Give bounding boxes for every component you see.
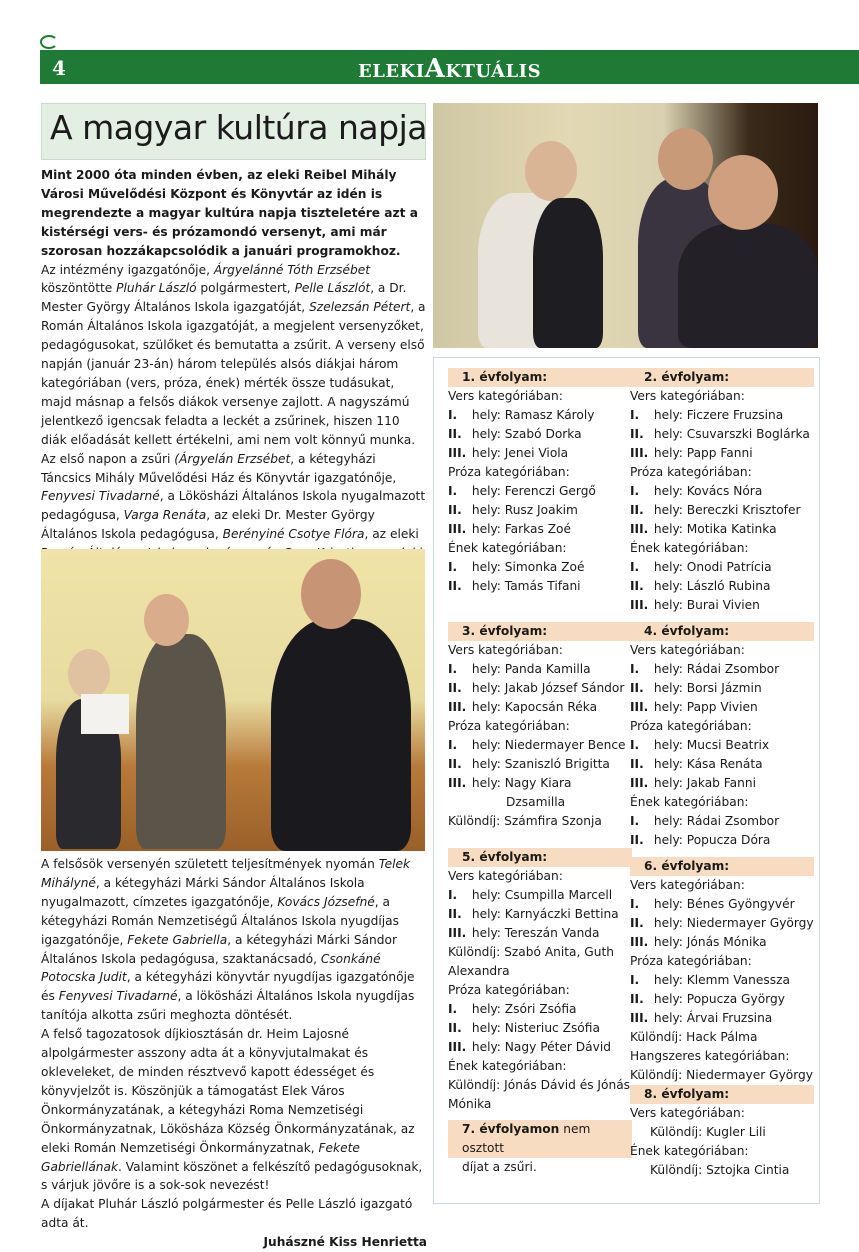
result-line <box>448 1000 638 1019</box>
grade-block <box>630 857 815 1085</box>
results-column-right <box>630 368 815 1180</box>
result-line <box>630 990 815 1009</box>
place-rank: I. <box>448 662 458 676</box>
text-run: köszöntötte <box>41 281 117 296</box>
result-line: Vers kategóriában: <box>630 1106 745 1120</box>
result-line: Dzsamilla <box>506 795 566 809</box>
text-run: , a kétegyházi Márki Sándor Általános Iskola pedagógusa, szaktanácsadó, <box>41 932 397 966</box>
result-line: Vers kategóriában: <box>630 878 745 892</box>
result-line: Vers kategóriában: <box>630 643 745 657</box>
place-rank: III. <box>630 700 649 714</box>
result-line <box>448 660 638 679</box>
result-line: Különdíj: Szabó Anita, Guth <box>448 945 614 959</box>
place-winner: hely: Simonka Zoé <box>468 560 585 574</box>
photo-figure <box>136 634 226 849</box>
grade-block <box>448 848 638 1114</box>
note-text-line2: díjat a zsűri. <box>462 1160 537 1174</box>
prize-giving-photo <box>41 549 425 851</box>
result-line: Ének kategóriában: <box>448 541 567 555</box>
place-rank: II. <box>630 992 644 1006</box>
place-winner: hely: Ficzere Fruzsina <box>650 408 784 422</box>
result-line: Próza kategóriában: <box>448 719 570 733</box>
photo-figure <box>708 155 778 230</box>
place-winner: hely: Papp Fanni <box>650 446 753 460</box>
person-name: Kovács Józsefné <box>277 894 375 909</box>
result-line <box>448 482 638 501</box>
result-line <box>448 905 638 924</box>
results-panel <box>433 357 820 1204</box>
place-rank: II. <box>630 681 644 695</box>
place-rank: II. <box>448 681 462 695</box>
grade-heading: 2. évfolyam: <box>630 368 814 387</box>
place-rank: III. <box>630 446 649 460</box>
result-line <box>448 886 638 905</box>
place-rank: I. <box>448 408 458 422</box>
grade-heading: 8. évfolyam: <box>630 1085 814 1104</box>
person-name: Berényiné Csotye Flóra <box>222 527 365 542</box>
place-rank: II. <box>630 427 644 441</box>
text-run: , a kétegyházi Román Nemzetiségű Általános Iskola nyugdíjas igazgatónője, <box>41 894 399 947</box>
result-line: Ének kategóriában: <box>630 541 749 555</box>
place-winner: hely: Jakab Fanni <box>650 776 756 790</box>
result-line <box>630 971 815 990</box>
grade-heading: 1. évfolyam: <box>448 368 632 387</box>
place-winner: hely: Tereszán Vanda <box>468 926 600 940</box>
grade-heading: 5. évfolyam: <box>448 848 632 867</box>
place-winner: hely: Csuvarszki Boglárka <box>650 427 810 441</box>
result-line <box>630 895 815 914</box>
person-name: Fenyvesi Tivadarné <box>58 989 178 1004</box>
place-winner: hely: Niedermayer György <box>650 916 814 930</box>
place-winner: hely: Papp Vivien <box>650 700 758 714</box>
page-number: 4 <box>52 56 66 80</box>
person-name: Telek Mihályné <box>41 857 411 890</box>
place-rank: III. <box>448 522 467 536</box>
text-run: , a kétegyházi Táncsics Mihály Művelődési Ház és Könyvtár igazgatónője, <box>41 451 397 485</box>
masthead-rest: KTUÁLIS <box>445 61 542 82</box>
result-line: Alexandra <box>448 964 510 978</box>
place-rank: I. <box>448 738 458 752</box>
place-winner: hely: Ramasz Károly <box>468 408 595 422</box>
result-line: Ének kategóriában: <box>448 1059 567 1073</box>
place-winner: hely: Jónás Mónika <box>650 935 767 949</box>
result-line <box>448 698 638 717</box>
text-run: A felső tagozatosok díjkiosztásán dr. Heim Lajosné alpolgármester asszony adta át a könyvjutalmakat és okleveleket, de minden résztvevő kapott édességet és könyvjelzőt is. Köszönjük a támogatást Elek Város Önkormányzatának, a kétegyházi Roma Nemzetiségi Önkormányzatnak, Lökösháza Község Önkormányzatának, az eleki Román Nemzetiségi Önkormányzatnak, <box>41 1027 415 1155</box>
result-line <box>448 558 638 577</box>
place-winner: hely: Motika Katinka <box>650 522 777 536</box>
grade-heading: 3. évfolyam: <box>448 622 632 641</box>
place-winner: hely: Csumpilla Marcell <box>468 888 613 902</box>
result-line <box>630 755 815 774</box>
result-line <box>630 933 815 952</box>
article-body <box>41 166 427 601</box>
place-winner: hely: Kovács Nóra <box>650 484 763 498</box>
result-line <box>630 577 815 596</box>
photo-figure <box>533 198 603 348</box>
person-name: Árgyelánné Tóth Erzsébet <box>213 262 371 277</box>
place-rank: II. <box>630 757 644 771</box>
text-run: , a Dr. Mester György Általános Iskola igazgatóját, <box>41 281 407 315</box>
place-winner: hely: Ferenczi Gergő <box>468 484 596 498</box>
place-winner: hely: Onodi Patrícia <box>650 560 772 574</box>
place-winner: hely: László Rubina <box>650 579 771 593</box>
place-winner: hely: Popucza Dóra <box>650 833 771 847</box>
result-line <box>448 736 638 755</box>
result-line <box>630 660 815 679</box>
place-winner: hely: Rádai Zsombor <box>650 662 780 676</box>
results-column-left <box>448 368 638 1177</box>
grade-heading: 6. évfolyam: <box>630 857 814 876</box>
photo-figure <box>525 141 577 201</box>
result-line <box>448 679 638 698</box>
result-line: Vers kategóriában: <box>448 643 563 657</box>
text-run: , az eleki <box>364 527 419 542</box>
text-run: , a kétegyházi könyvtár nyugdíjas igazgatónője és <box>41 970 415 1004</box>
grade-block <box>630 368 815 615</box>
place-rank: II. <box>448 427 462 441</box>
place-rank: II. <box>448 757 462 771</box>
person-name: Szelezsán Pétert <box>309 300 411 315</box>
result-line <box>630 1009 815 1028</box>
result-line <box>630 914 815 933</box>
place-winner: hely: Rusz Joakim <box>468 503 578 517</box>
person-name: Fekete Gabriellának <box>41 1140 360 1174</box>
article-paragraph-4: A díjakat Pluhár László polgármester és Pelle László igazgató adta át. <box>41 1197 413 1231</box>
place-rank: I. <box>630 484 640 498</box>
place-rank: II. <box>630 916 644 930</box>
result-line <box>448 501 638 520</box>
note-text: nem osztott <box>462 1122 591 1155</box>
result-line <box>630 812 815 831</box>
place-winner: hely: Niedermayer Bence <box>468 738 626 752</box>
place-rank: II. <box>448 579 462 593</box>
result-line <box>448 924 638 943</box>
article-title: A magyar kultúra napja <box>50 108 427 147</box>
grade-block <box>630 622 815 850</box>
place-rank: I. <box>448 560 458 574</box>
masthead <box>358 54 541 84</box>
place-rank: II. <box>448 503 462 517</box>
place-rank: I. <box>448 484 458 498</box>
person-name: Csonkáné Potocska Judit <box>41 951 381 985</box>
result-line <box>630 831 815 850</box>
place-winner: hely: Nagy Péter Dávid <box>468 1040 611 1054</box>
result-line <box>630 596 815 615</box>
result-line: Próza kategóriában: <box>448 983 570 997</box>
result-line: Különdíj: Hack Pálma <box>630 1030 758 1044</box>
result-line: Vers kategóriában: <box>448 389 563 403</box>
result-line <box>630 774 815 793</box>
place-winner: hely: Burai Vivien <box>650 598 760 612</box>
person-name: Fekete Gabriella <box>127 932 228 947</box>
result-line <box>448 774 638 793</box>
place-rank: II. <box>448 907 462 921</box>
place-rank: I. <box>630 408 640 422</box>
place-winner: hely: Panda Kamilla <box>468 662 591 676</box>
place-rank: II. <box>630 503 644 517</box>
place-rank: I. <box>448 888 458 902</box>
place-winner: hely: Árvai Fruzsina <box>650 1011 773 1025</box>
result-line: Próza kategóriában: <box>630 954 752 968</box>
place-winner: hely: Nagy Kiara <box>468 776 572 790</box>
place-rank: II. <box>630 833 644 847</box>
place-winner: hely: Szabó Dorka <box>468 427 582 441</box>
place-rank: III. <box>630 1011 649 1025</box>
result-line <box>448 577 638 596</box>
place-rank: II. <box>630 579 644 593</box>
result-line <box>448 755 638 774</box>
swirl-ornament-icon <box>40 35 58 49</box>
result-line: Próza kategóriában: <box>630 719 752 733</box>
result-line <box>630 520 815 539</box>
masthead-prefix: ELEKI <box>358 61 425 82</box>
result-line <box>630 425 815 444</box>
photo-figure <box>271 619 411 851</box>
result-line <box>448 1038 638 1057</box>
place-winner: hely: Rádai Zsombor <box>650 814 780 828</box>
result-line <box>448 425 638 444</box>
place-rank: I. <box>630 662 640 676</box>
result-line: Ének kategóriában: <box>630 1144 749 1158</box>
result-line: Különdíj: Niedermayer György <box>630 1068 813 1082</box>
result-line: Próza kategóriában: <box>630 465 752 479</box>
place-winner: hely: Tamás Tifani <box>468 579 581 593</box>
text-run: A felsősök versenyén született teljesítmények nyomán <box>41 857 379 871</box>
text-run: , a Lökösházi Általános Iskola nyugalmazott pedagógusa, <box>41 489 426 523</box>
result-line <box>448 444 638 463</box>
place-winner: hely: Mucsi Beatrix <box>650 738 770 752</box>
place-rank: III. <box>448 776 467 790</box>
photo-figure <box>68 649 110 699</box>
result-line: Különdíj: Számfira Szonja <box>448 814 602 828</box>
grade-block <box>448 622 638 831</box>
place-winner: hely: Farkas Zoé <box>468 522 571 536</box>
person-name: Pelle Lászlót <box>294 281 371 296</box>
results-note <box>448 1120 632 1158</box>
text-run: polgármestert, <box>196 281 295 296</box>
result-line <box>448 520 638 539</box>
place-rank: I. <box>630 897 640 911</box>
place-rank: III. <box>630 776 649 790</box>
article-paragraph-3 <box>41 1025 427 1195</box>
photo-figure <box>144 594 189 646</box>
place-rank: III. <box>630 522 649 536</box>
result-line <box>448 1019 638 1038</box>
text-run: , a lökösházi Általános Iskola nyugdíjas tanítója alkotta zsűri meghozta döntését. <box>41 989 415 1023</box>
result-line: Vers kategóriában: <box>448 869 563 883</box>
result-line: Hangszeres kategóriában: <box>630 1049 790 1063</box>
result-line <box>630 501 815 520</box>
place-winner: hely: Jakab József Sándor <box>468 681 625 695</box>
photo-figure <box>678 223 818 348</box>
article-author: Juhászné Kiss Henrietta <box>263 1235 427 1250</box>
result-line: Vers kategóriában: <box>630 389 745 403</box>
person-name: (Árgyelán Erzsébet <box>174 451 291 466</box>
result-line: Ének kategóriában: <box>630 795 749 809</box>
result-line <box>630 406 815 425</box>
place-winner: hely: Kapocsán Réka <box>468 700 598 714</box>
place-winner: hely: Zsóri Zsófia <box>468 1002 577 1016</box>
award-ceremony-photo <box>433 103 818 348</box>
result-line: Különdíj: Jónás Dávid és Jónás <box>448 1078 631 1092</box>
text-run: , a Román Általános Iskola igazgatóját, a megjelent versenyzőket, pedagógusokat, szülőket és bemutatta a zsűrit. A verseny első napján (január 23-án) három település alsós diákjai három kategóriában (vers, próza, ének) mérték össze tudásukat, majd másnap a felsős diákok versenye zajlott. A nagyszámú jelentkező igencsak feladta a leckét a zsűrinek, hiszen 110 diák előadását kellett értékelni, ami nem volt könnyű munka. Az első napon a zsűri <box>41 300 426 466</box>
photo-figure <box>81 694 129 734</box>
note-bold: 7. évfolyamon <box>462 1122 560 1136</box>
place-winner: hely: Nisteriuc Zsófia <box>468 1021 600 1035</box>
place-winner: hely: Bereczki Krisztofer <box>650 503 801 517</box>
place-rank: I. <box>448 1002 458 1016</box>
place-rank: III. <box>630 935 649 949</box>
place-rank: III. <box>448 926 467 940</box>
result-line <box>630 736 815 755</box>
text-run: , az eleki Dr. Mester György Általános Iskola pedagógusa, <box>41 508 375 542</box>
place-winner: hely: Karnyáczki Bettina <box>468 907 619 921</box>
photo-figure <box>301 559 361 629</box>
place-rank: I. <box>630 814 640 828</box>
person-name: Varga Renáta <box>123 508 207 523</box>
photo-figure <box>658 128 713 190</box>
place-rank: I. <box>630 973 640 987</box>
person-name: Pluhár László <box>116 281 197 296</box>
article-body-continued <box>41 855 427 1252</box>
place-winner: hely: Klemm Vanessza <box>650 973 790 987</box>
place-rank: I. <box>630 738 640 752</box>
place-rank: I. <box>630 560 640 574</box>
result-line: Különdíj: Sztojka Cintia <box>650 1163 790 1177</box>
grade-block <box>630 1085 815 1180</box>
text-run: , a kétegyházi Márki Sándor Általános Iskola nyugalmazott, címzetes igazgatónője, <box>41 875 365 909</box>
text-run: Az intézmény igazgatónője, <box>41 262 214 277</box>
article-title-box <box>41 103 426 160</box>
result-line <box>630 444 815 463</box>
place-winner: hely: Borsi Jázmin <box>650 681 762 695</box>
text-run: . Valamint köszönet a felkészítő pedagógusoknak, s várjuk jövőre is a sok-sok nevezést! <box>41 1159 423 1193</box>
place-winner: hely: Szaniszló Brigitta <box>468 757 610 771</box>
place-winner: hely: Popucza György <box>650 992 785 1006</box>
grade-block <box>448 368 638 596</box>
grade-heading: 4. évfolyam: <box>630 622 814 641</box>
person-name: Fenyvesi Tivadarné <box>41 489 160 504</box>
place-rank: III. <box>448 446 467 460</box>
result-line <box>630 482 815 501</box>
place-rank: II. <box>448 1021 462 1035</box>
place-winner: hely: Kása Renáta <box>650 757 763 771</box>
article-paragraph-2 <box>41 855 427 1025</box>
result-line <box>630 698 815 717</box>
place-rank: III. <box>630 598 649 612</box>
result-line <box>630 679 815 698</box>
masthead-initial: A <box>424 54 446 84</box>
place-rank: III. <box>448 700 467 714</box>
result-line: Mónika <box>448 1097 492 1111</box>
place-winner: hely: Jenei Viola <box>468 446 569 460</box>
result-line <box>630 558 815 577</box>
result-line: Különdíj: Kugler Lili <box>650 1125 766 1139</box>
place-winner: hely: Bénes Gyöngyvér <box>650 897 795 911</box>
place-rank: III. <box>448 1040 467 1054</box>
article-lead: Mint 2000 óta minden évben, az eleki Reibel Mihály Városi Művelődési Központ és Könyvtár az idén is megrendezte a magyar kultúra napja tiszteletére azt a kistérségi vers- és prózamondó versenyt, ami már szorosan hozzákapcsolódik a januári programokhoz. <box>41 168 418 258</box>
result-line <box>448 406 638 425</box>
result-line: Próza kategóriában: <box>448 465 570 479</box>
